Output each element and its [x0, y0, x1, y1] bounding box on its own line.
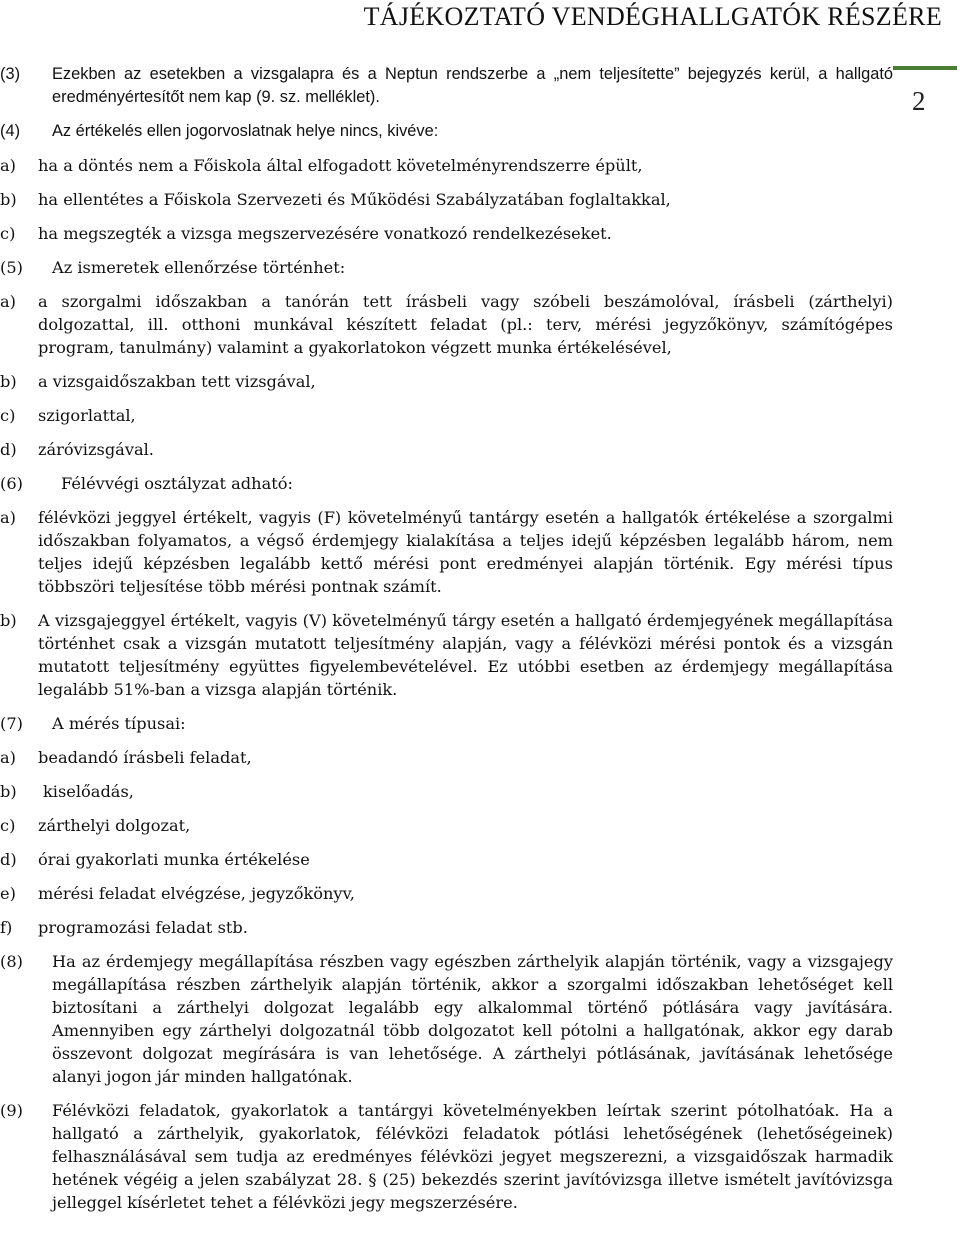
paragraph-7 — [0, 712, 893, 735]
list-item-text: ha ellentétes a Főiskola Szervezeti és Működési Szabályzatában foglaltakkal, — [38, 190, 671, 209]
paragraph-5 — [0, 256, 893, 279]
list-item-label: a) — [0, 292, 16, 311]
paragraph-text: Az ismeretek ellenőrzése történhet: — [52, 258, 346, 277]
paragraph-label: (9) — [0, 1101, 23, 1120]
list-item-text: a vizsgaidőszakban tett vizsgával, — [38, 372, 316, 391]
paragraph-label: (4) — [0, 122, 21, 140]
list-item — [0, 404, 893, 427]
list-item-text: A vizsgajeggyel értékelt, vagyis (V) követelményű tárgy esetén a hallgató érdemjegyének megállapítása történhet csak a vizsgán mutatott teljesítmény alapján, vagy a félévközi mérési pontok és a vizsgán mutatott teljesítmény együttes figyelembevételével. Ez utóbbi esetben az érdemjegy megállapítása legalább 51%-ban a vizsga alapján történik. — [38, 611, 893, 699]
list-item — [0, 290, 893, 359]
list-item — [0, 154, 893, 177]
list-item — [0, 746, 893, 769]
paragraph-label: (3) — [0, 65, 21, 83]
list-item-label: a) — [0, 748, 16, 767]
list-item-label: b) — [0, 782, 17, 801]
list-item-label: b) — [0, 190, 17, 209]
list-item-label: a) — [0, 508, 16, 527]
list-item — [0, 370, 893, 393]
list-item-text: ha megszegték a vizsga megszervezésére vonatkozó rendelkezéseket. — [38, 224, 612, 243]
list-item-label: d) — [0, 440, 17, 459]
list-item-text: zárthelyi dolgozat, — [38, 816, 191, 835]
paragraph-text: Az értékelés ellen jogorvoslatnak helye nincs, kivéve: — [52, 122, 439, 140]
list-item — [0, 916, 893, 939]
list-item-text: szigorlattal, — [38, 406, 136, 425]
list-item-label: c) — [0, 224, 16, 243]
list-item — [0, 188, 893, 211]
list-item — [0, 506, 893, 598]
paragraph-text: Félévvégi osztályzat adható: — [61, 474, 293, 493]
list-item-text: záróvizsgával. — [38, 440, 154, 459]
list-item-text: órai gyakorlati munka értékelése — [38, 850, 310, 869]
list-item — [0, 882, 893, 905]
list-item — [0, 438, 893, 461]
document-header-title: TÁJÉKOZTATÓ VENDÉGHALLGATÓK RÉSZÉRE — [363, 2, 942, 31]
paragraph-6 — [0, 472, 893, 495]
paragraph-8 — [0, 950, 893, 1088]
paragraph-4 — [0, 120, 893, 143]
list-item — [0, 222, 893, 245]
list-item-label: c) — [0, 816, 16, 835]
list-item — [0, 609, 893, 701]
list-item-text: kiselőadás, — [43, 782, 134, 801]
paragraph-9 — [0, 1099, 893, 1214]
paragraph-3 — [0, 63, 893, 109]
paragraph-text: Félévközi feladatok, gyakorlatok a tantárgyi követelményekben leírtak szerint pótolhatóak. Ha a hallgató a zárthelyik, gyakorlatok, félévközi feladatok pótlási lehetőségének (lehetőségeinek) felhasználásával sem tudja az eredményes félévközi jegyet megszerezni, a vizsgaidőszak harmadik hetének végéig a jelen szabályzat 28. § (25) bekezdés szerint javítóvizsga illetve ismételt javítóvizsga jelleggel kísérletet tehet a félévközi jegy megszerzésére. — [52, 1101, 893, 1212]
list-item-text: ha a döntés nem a Főiskola által elfogadott követelményrendszerre épült, — [38, 156, 643, 175]
paragraph-label: (8) — [0, 952, 23, 971]
list-item-text: a szorgalmi időszakban a tanórán tett írásbeli vagy szóbeli beszámolóval, írásbeli (zárthelyi) dolgozattal, ill. otthoni munkával készített feladat (pl.: terv, mérési jegyzőkönyv, számítógépes program, tanulmány) valamint a gyakorlatokon végzett munka értékelésével, — [38, 292, 893, 357]
list-item — [0, 848, 893, 871]
paragraph-label: (6) — [0, 474, 23, 493]
list-item-label: c) — [0, 406, 16, 425]
list-item-label: f) — [0, 918, 13, 937]
page-number-rule — [893, 66, 957, 70]
list-item-label: d) — [0, 850, 17, 869]
list-item-label: b) — [0, 611, 17, 630]
list-item-label: e) — [0, 884, 16, 903]
paragraph-text: Ezekben az esetekben a vizsgalapra és a Neptun rendszerbe a „nem teljesítette” bejegyzés kerül, a hallgató eredményértesítőt nem kap (9. sz. melléklet). — [52, 65, 893, 106]
paragraph-label: (5) — [0, 258, 23, 277]
paragraph-label: (7) — [0, 714, 23, 733]
list-item — [0, 814, 893, 837]
list-item-label: a) — [0, 156, 16, 175]
document-body — [0, 63, 893, 1214]
list-item-text: félévközi jeggyel értékelt, vagyis (F) követelményű tantárgy esetén a hallgatók értékelése a szorgalmi időszakban folyamatos, a végső érdemjegy kialakítása a teljes idejű képzésben legalább három, nem teljes idejű képzésben legalább kettő mérési pont eredményei alapján történik. Egy mérési típus többszöri teljesítése több mérési pontnak számít. — [38, 508, 893, 596]
list-item — [0, 780, 893, 803]
paragraph-text: Ha az érdemjegy megállapítása részben vagy egészben zárthelyik alapján történik, vagy a vizsgajegy megállapítása részben zárthelyik alapján történik, akkor a szorgalmi időszakban lehetőséget kell biztosítani a zárthelyi dolgozat legalább egy alkalommal történő pótlására vagy javítására. Amennyiben egy zárthelyi dolgozatnál több dolgozatot kell pótolni a hallgatónak, akkor egy darab összevont dolgozat megírására is van lehetősége. A zárthelyi pótlásának, javításának lehetősége alanyi jogon jár minden hallgatónak. — [52, 952, 893, 1086]
paragraph-text: A mérés típusai: — [52, 714, 186, 733]
list-item-text: programozási feladat stb. — [38, 918, 248, 937]
list-item-text: beadandó írásbeli feladat, — [38, 748, 252, 767]
list-item-label: b) — [0, 372, 17, 391]
page-number: 2 — [912, 86, 926, 116]
list-item-text: mérési feladat elvégzése, jegyzőkönyv, — [38, 884, 355, 903]
